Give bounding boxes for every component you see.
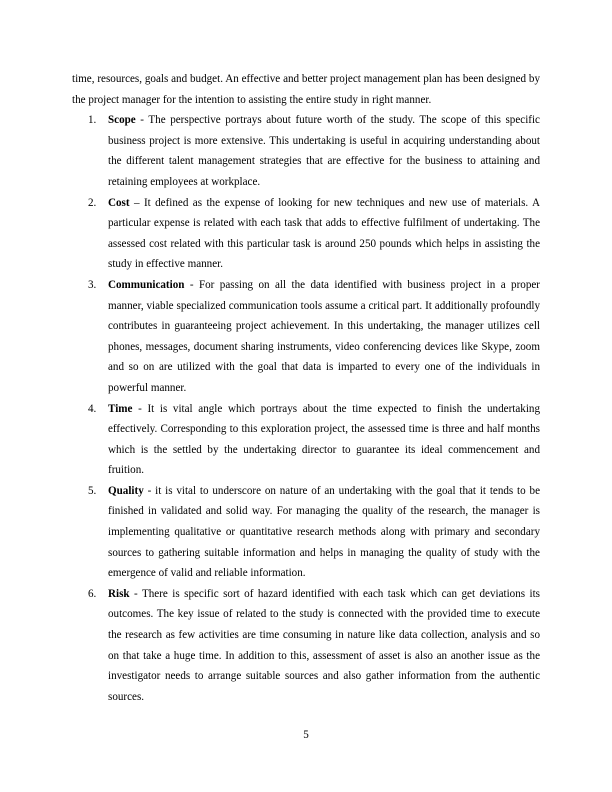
list-item-separator: - [135, 114, 149, 127]
list-item-separator: - [143, 484, 156, 497]
list-item-separator: – [129, 196, 144, 209]
list-item-text: For passing on all the data identified with business project in a proper manner, viable specialized communication tools assume a critical part. It additionally profoundly contributes in guaranteeing project achievement. In this undertaking, the manager utilizes cell phones, messages, document sharing instruments, video conferencing devices like Skype, zoom and so on are utilized with the goal that data is imparted to every one of the individuals in powerful manner. [108, 278, 540, 394]
list-item-number: 4. [88, 402, 97, 415]
list-item-number: 6. [88, 587, 97, 600]
list-item-separator: - [129, 587, 142, 600]
list-item-separator: - [184, 278, 199, 291]
list-item-term: Risk [108, 587, 130, 600]
list-item-time [72, 399, 540, 481]
page-body [72, 69, 540, 707]
list-item-term: Time [108, 402, 133, 415]
page-number: 5 [303, 729, 309, 741]
list-item-text: It defined as the expense of looking for new techniques and new use of materials. A particular expense is related with each task that adds to effective fulfilment of undertaking. The assessed cost related with this particular task is around 250 pounds which helps in assisting the study in effective manner. [108, 196, 541, 271]
list-item-text: There is specific sort of hazard identified with each task which can get deviations its outcomes. The key issue of related to the study is connected with the provided time to execute the research as few activities are time consuming in nature like data collection, analysis and so on that take a huge time. In addition to this, assessment of asset is also an another issue as the investigator needs to arrange suitable sources and also gather information from the authentic sources. [108, 587, 540, 703]
list-item-term: Cost [108, 196, 130, 209]
list-item-risk [72, 584, 540, 708]
list-item-text: The perspective portrays about future worth of the study. The scope of this specific business project is more extensive. This undertaking is useful in acquiring understanding about the different talent management strategies that are effective for the business to attaining and retaining employees at workplace. [108, 114, 540, 188]
list-item-number: 2. [88, 196, 97, 209]
list-item-term: Scope [108, 114, 136, 127]
list-item-text: it is vital to underscore on nature of an undertaking with the goal that it tends to be finished in validated and solid way. For managing the quality of the research, the manager is implementing qualitative or quantitative research methods along with primary and secondary sources to gathering suitable information and helps in managing the quality of study with the emergence of valid and reliable information. [108, 484, 540, 580]
intro-paragraph: time, resources, goals and budget. An effective and better project management plan has been designed by the project manager for the intention to assisting the entire study in right manner. [72, 73, 540, 106]
list-item-text: It is vital angle which portrays about the time expected to finish the undertaking effectively. Corresponding to this exploration project, the assessed time is three and half months which is the settled by the undertaking director to guarantee its ideal commencement and fruition. [108, 402, 540, 477]
list-item-number: 1. [88, 114, 97, 127]
list-item-quality [72, 481, 540, 584]
list-item-term: Communication [108, 278, 185, 291]
list-item-term: Quality [108, 484, 144, 497]
list-item-separator: - [132, 402, 148, 415]
list-item-scope [72, 110, 540, 192]
list-item-cost [72, 193, 540, 275]
list-item-number: 5. [88, 484, 97, 497]
numbered-list [72, 110, 540, 707]
list-item-communication [72, 275, 540, 399]
list-item-number: 3. [88, 278, 97, 291]
